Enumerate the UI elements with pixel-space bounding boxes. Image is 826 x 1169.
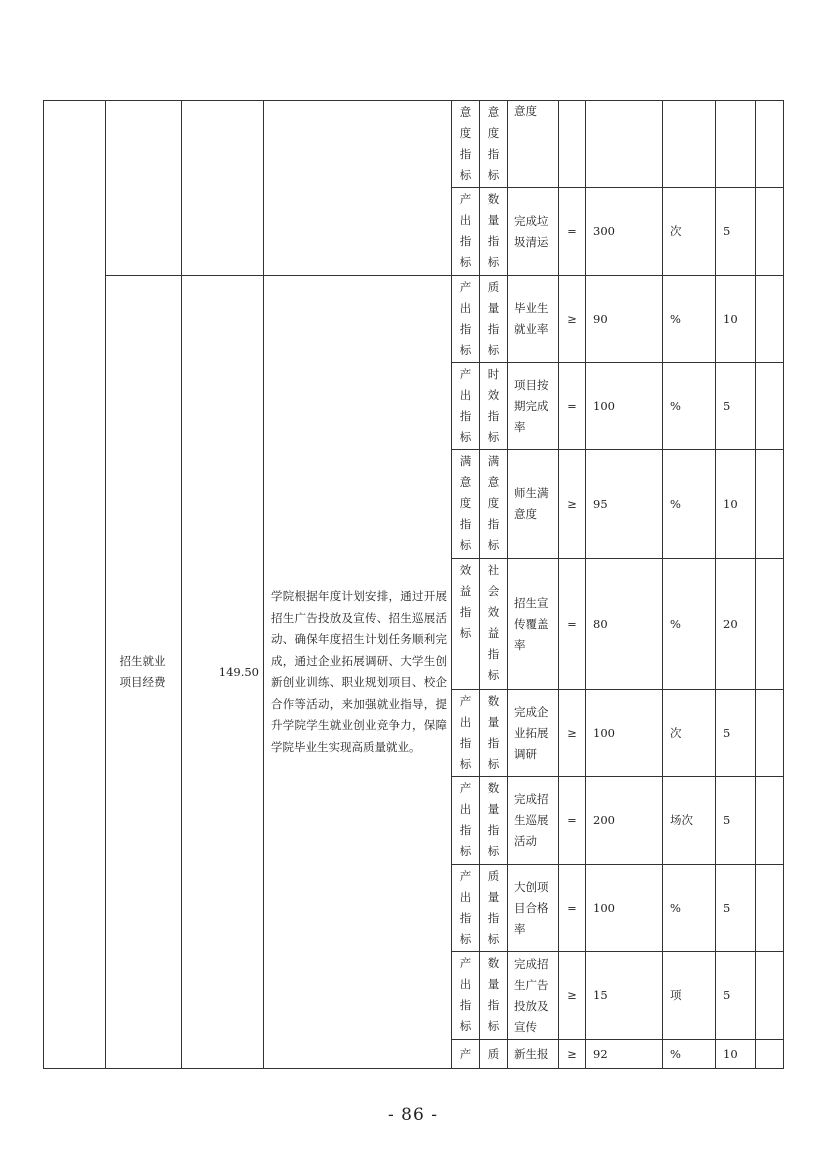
- operator-cell: =: [559, 865, 586, 952]
- value-cell: 90: [586, 276, 663, 363]
- indicator-cell: 招生宣传覆盖率: [508, 559, 559, 690]
- project-name-cell: 招生就业项目经费: [106, 276, 182, 1069]
- level1-indicator-cell: 产出指标: [452, 777, 480, 865]
- value-cell: 100: [586, 865, 663, 952]
- remark-cell: [756, 101, 784, 188]
- score-cell: 10: [716, 1040, 756, 1069]
- operator-cell: ≥: [559, 276, 586, 363]
- remark-cell: [756, 865, 784, 952]
- indicator-cell: 项目按期完成率: [508, 363, 559, 450]
- level1-indicator-cell: 产出指标: [452, 188, 480, 276]
- performance-table-container: [43, 100, 784, 1069]
- remark-cell: [756, 690, 784, 777]
- score-cell: 10: [716, 450, 756, 559]
- remark-cell: [756, 276, 784, 363]
- score-cell: 5: [716, 952, 756, 1040]
- indicator-cell: 完成招生巡展活动: [508, 777, 559, 865]
- indicator-cell: 大创项目合格率: [508, 865, 559, 952]
- value-cell: [586, 101, 663, 188]
- unit-cell: 次: [663, 690, 716, 777]
- remark-cell: [756, 1040, 784, 1069]
- indicator-cell: 新生报: [508, 1040, 559, 1069]
- operator-cell: =: [559, 777, 586, 865]
- score-cell: 20: [716, 559, 756, 690]
- operator-cell: [559, 101, 586, 188]
- unit-cell: %: [663, 559, 716, 690]
- value-cell: 100: [586, 690, 663, 777]
- unit-cell: 场次: [663, 777, 716, 865]
- level1-indicator-cell: 产出指标: [452, 363, 480, 450]
- indicator-cell: 完成垃圾清运: [508, 188, 559, 276]
- unit-cell: 次: [663, 188, 716, 276]
- operator-cell: ≥: [559, 1040, 586, 1069]
- level1-indicator-cell: 产: [452, 1040, 480, 1069]
- empty-cell: [44, 101, 106, 1069]
- score-cell: 5: [716, 690, 756, 777]
- unit-cell: %: [663, 865, 716, 952]
- page-number: - 86 -: [388, 1105, 438, 1125]
- level2-indicator-cell: 数量指标: [480, 952, 508, 1040]
- value-cell: 80: [586, 559, 663, 690]
- level1-indicator-cell: 产出指标: [452, 952, 480, 1040]
- level1-indicator-cell: 产出指标: [452, 865, 480, 952]
- table-row: [44, 101, 784, 188]
- value-cell: 15: [586, 952, 663, 1040]
- indicator-cell: 毕业生就业率: [508, 276, 559, 363]
- level2-indicator-cell: 质: [480, 1040, 508, 1069]
- project-description-cell: 学院根据年度计划安排，通过开展招生广告投放及宣传、招生巡展活动、确保年度招生计划任务顺利完成，通过企业拓展调研、大学生创新创业训练、职业规划项目、校企合作等活动，来加强就业指导，提升学院学生就业创业竞争力，保障学院毕业生实现高质量就业。: [264, 276, 452, 1069]
- level2-indicator-cell: 数量指标: [480, 188, 508, 276]
- indicator-cell: 完成企业拓展调研: [508, 690, 559, 777]
- level1-indicator-cell: 效益指标: [452, 559, 480, 690]
- unit-cell: %: [663, 276, 716, 363]
- value-cell: 300: [586, 188, 663, 276]
- score-cell: 5: [716, 777, 756, 865]
- operator-cell: ≥: [559, 690, 586, 777]
- level2-indicator-cell: 数量指标: [480, 690, 508, 777]
- empty-cell: [106, 101, 182, 276]
- value-cell: 100: [586, 363, 663, 450]
- unit-cell: 项: [663, 952, 716, 1040]
- operator-cell: =: [559, 188, 586, 276]
- remark-cell: [756, 363, 784, 450]
- performance-indicator-table: [43, 100, 784, 1069]
- value-cell: 95: [586, 450, 663, 559]
- value-cell: 200: [586, 777, 663, 865]
- level2-indicator-cell: 质量指标: [480, 276, 508, 363]
- score-cell: 5: [716, 865, 756, 952]
- level1-indicator-cell: 满意度指标: [452, 450, 480, 559]
- project-amount-cell: 149.50: [182, 276, 264, 1069]
- operator-cell: =: [559, 559, 586, 690]
- indicator-cell: 完成招生广告投放及宣传: [508, 952, 559, 1040]
- value-cell: 92: [586, 1040, 663, 1069]
- score-cell: 5: [716, 188, 756, 276]
- score-cell: 5: [716, 363, 756, 450]
- level2-indicator-cell: 时效指标: [480, 363, 508, 450]
- operator-cell: ≥: [559, 952, 586, 1040]
- level1-indicator-cell: 产出指标: [452, 690, 480, 777]
- indicator-cell: 师生满意度: [508, 450, 559, 559]
- unit-cell: %: [663, 1040, 716, 1069]
- score-cell: 10: [716, 276, 756, 363]
- level1-indicator-cell: 意度指标: [452, 101, 480, 188]
- level1-indicator-cell: 产出指标: [452, 276, 480, 363]
- table-row: [44, 276, 784, 363]
- level2-indicator-cell: 数量指标: [480, 777, 508, 865]
- remark-cell: [756, 952, 784, 1040]
- level2-indicator-cell: 意度指标: [480, 101, 508, 188]
- empty-cell: [182, 101, 264, 276]
- score-cell: [716, 101, 756, 188]
- remark-cell: [756, 559, 784, 690]
- operator-cell: ≥: [559, 450, 586, 559]
- unit-cell: %: [663, 363, 716, 450]
- level2-indicator-cell: 质量指标: [480, 865, 508, 952]
- empty-cell: [264, 101, 452, 276]
- remark-cell: [756, 777, 784, 865]
- operator-cell: =: [559, 363, 586, 450]
- level2-indicator-cell: 社会效益指标: [480, 559, 508, 690]
- unit-cell: %: [663, 450, 716, 559]
- remark-cell: [756, 188, 784, 276]
- unit-cell: [663, 101, 716, 188]
- level2-indicator-cell: 满意度指标: [480, 450, 508, 559]
- indicator-cell: 意度: [508, 101, 559, 188]
- remark-cell: [756, 450, 784, 559]
